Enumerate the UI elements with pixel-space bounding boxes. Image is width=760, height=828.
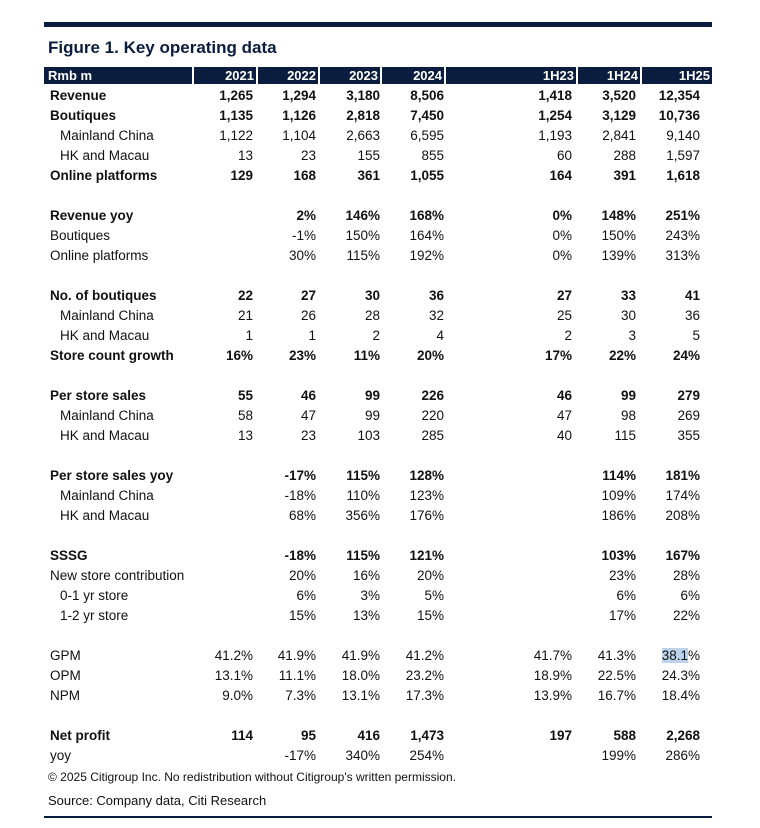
row-value: -17% bbox=[284, 748, 316, 763]
row-value: 17% bbox=[608, 608, 636, 623]
row-value: 11.1% bbox=[278, 668, 316, 683]
table-row bbox=[44, 506, 712, 526]
row-value: 7.3% bbox=[285, 688, 316, 703]
row-value: 121% bbox=[409, 548, 444, 563]
row-value: 60 bbox=[556, 148, 572, 163]
row-value: 20% bbox=[416, 568, 444, 583]
row-value: 226 bbox=[421, 388, 444, 403]
table-row bbox=[44, 246, 712, 266]
table-row bbox=[44, 726, 712, 746]
table-row bbox=[44, 106, 712, 126]
row-value: 391 bbox=[613, 168, 636, 183]
row-label: Net profit bbox=[50, 728, 110, 743]
row-value: 13.1% bbox=[214, 668, 253, 683]
row-value: 46 bbox=[556, 388, 572, 403]
row-value: 13 bbox=[237, 428, 253, 443]
row-value: 13% bbox=[352, 608, 380, 623]
row-value: 20% bbox=[288, 568, 316, 583]
table-row bbox=[44, 486, 712, 506]
row-value: 2 bbox=[372, 328, 380, 343]
row-value: -18% bbox=[284, 488, 316, 503]
row-value: 40 bbox=[556, 428, 572, 443]
row-value: 41.2% bbox=[214, 648, 253, 663]
row-label: Mainland China bbox=[60, 408, 154, 423]
row-value: 18.9% bbox=[533, 668, 572, 683]
row-value: 109% bbox=[601, 488, 636, 503]
row-value: 41.2% bbox=[405, 648, 444, 663]
row-value: 176% bbox=[409, 508, 444, 523]
row-value: 13.1% bbox=[341, 688, 380, 703]
row-value: 58 bbox=[237, 408, 253, 423]
row-value: 356% bbox=[345, 508, 380, 523]
row-value: 22% bbox=[608, 348, 636, 363]
row-value: 855 bbox=[421, 148, 444, 163]
table-row bbox=[44, 586, 712, 606]
row-value: 313% bbox=[665, 248, 700, 263]
table-row bbox=[44, 286, 712, 306]
row-value: 114 bbox=[231, 728, 253, 743]
row-value: 21 bbox=[237, 308, 253, 323]
row-value: 114% bbox=[602, 468, 636, 483]
row-value: 24% bbox=[672, 348, 700, 363]
row-value: 181% bbox=[665, 468, 700, 483]
header-1h25: 1H25 bbox=[640, 67, 712, 84]
row-value: 1,265 bbox=[219, 88, 253, 103]
row-value: 26 bbox=[300, 308, 316, 323]
row-value: 416 bbox=[357, 728, 380, 743]
row-value: 28% bbox=[672, 568, 700, 583]
row-value: 0% bbox=[552, 208, 572, 223]
row-value: 20% bbox=[416, 348, 444, 363]
row-value: 1,597 bbox=[666, 148, 700, 163]
row-value: 186% bbox=[601, 508, 636, 523]
row-value: 123% bbox=[409, 488, 444, 503]
row-label: GPM bbox=[50, 648, 81, 663]
row-value: 6% bbox=[296, 588, 316, 603]
row-value: 11% bbox=[353, 348, 380, 363]
row-value: 28 bbox=[364, 308, 380, 323]
row-label: Store count growth bbox=[50, 348, 174, 363]
row-value: 16.7% bbox=[597, 688, 636, 703]
row-label: Revenue bbox=[50, 88, 107, 103]
row-value: 1 bbox=[245, 328, 253, 343]
row-value: 220 bbox=[421, 408, 444, 423]
row-label: NPM bbox=[50, 688, 80, 703]
row-label: HK and Macau bbox=[60, 148, 150, 163]
row-value: 361 bbox=[357, 168, 380, 183]
row-value: 1,126 bbox=[282, 108, 316, 123]
row-value: 254% bbox=[409, 748, 444, 763]
row-value: 41.9% bbox=[341, 648, 380, 663]
row-label: Revenue yoy bbox=[50, 208, 134, 223]
table-row bbox=[44, 206, 712, 226]
header-2022: 2022 bbox=[256, 67, 318, 84]
header-2021: 2021 bbox=[192, 67, 256, 84]
header-2023: 2023 bbox=[318, 67, 380, 84]
row-value: 340% bbox=[345, 748, 380, 763]
table-row bbox=[44, 126, 712, 146]
row-value: 286% bbox=[665, 748, 700, 763]
row-label: SSSG bbox=[50, 548, 88, 563]
row-label: Mainland China bbox=[60, 488, 154, 503]
table-row bbox=[44, 166, 712, 186]
row-label: HK and Macau bbox=[60, 428, 150, 443]
row-value: 150% bbox=[601, 228, 636, 243]
row-value: 27 bbox=[300, 288, 316, 303]
table-row bbox=[44, 226, 712, 246]
row-value: 168% bbox=[409, 208, 444, 223]
row-value: 115% bbox=[346, 548, 380, 563]
source-note: Source: Company data, Citi Research bbox=[48, 793, 267, 808]
row-value: 1,418 bbox=[538, 88, 572, 103]
row-value: 30% bbox=[288, 248, 316, 263]
row-value: 148% bbox=[601, 208, 636, 223]
row-value: 32 bbox=[428, 308, 444, 323]
row-value: 99 bbox=[620, 388, 636, 403]
table-row bbox=[44, 326, 712, 346]
row-value: 17% bbox=[544, 348, 572, 363]
row-value: 99 bbox=[364, 408, 380, 423]
table-row bbox=[44, 646, 712, 666]
table-row bbox=[44, 346, 712, 366]
row-value: 17.3% bbox=[405, 688, 444, 703]
row-value: 23% bbox=[288, 348, 316, 363]
copyright-note: © 2025 Citigroup Inc. No redistribution without Citigroup's written permission. bbox=[48, 770, 456, 784]
row-value: 164% bbox=[409, 228, 444, 243]
row-value: 41.3% bbox=[597, 648, 636, 663]
row-value: 33 bbox=[620, 288, 636, 303]
row-label: No. of boutiques bbox=[50, 288, 157, 303]
row-value: 5 bbox=[692, 328, 700, 343]
row-value: 269 bbox=[677, 408, 700, 423]
top-rule bbox=[44, 22, 712, 27]
row-value: 9.0% bbox=[222, 688, 253, 703]
row-label: OPM bbox=[50, 668, 81, 683]
row-value: 2,663 bbox=[346, 128, 380, 143]
row-value: 150% bbox=[345, 228, 380, 243]
row-value: 1 bbox=[308, 328, 316, 343]
row-value: 15% bbox=[416, 608, 444, 623]
key-operating-data-figure bbox=[44, 0, 712, 828]
row-value: 110% bbox=[346, 488, 380, 503]
row-value: 355 bbox=[677, 428, 700, 443]
row-value: 168 bbox=[293, 168, 316, 183]
row-label: Online platforms bbox=[50, 168, 158, 183]
row-value: 1,294 bbox=[282, 88, 316, 103]
row-value: 55 bbox=[237, 388, 253, 403]
row-value: 115% bbox=[346, 248, 380, 263]
table-row bbox=[44, 566, 712, 586]
row-label: Mainland China bbox=[60, 128, 154, 143]
header-units: Rmb m bbox=[44, 67, 254, 84]
table-row bbox=[44, 666, 712, 686]
row-value: 0% bbox=[552, 248, 572, 263]
row-value: 2% bbox=[296, 208, 316, 223]
row-value: 13.9% bbox=[533, 688, 572, 703]
row-value: 27 bbox=[556, 288, 572, 303]
row-label: HK and Macau bbox=[60, 508, 150, 523]
row-value: 98 bbox=[620, 408, 636, 423]
row-value: 30 bbox=[620, 308, 636, 323]
row-value: 22 bbox=[237, 288, 253, 303]
row-value: 197 bbox=[549, 728, 572, 743]
table-row bbox=[44, 86, 712, 106]
row-value: 199% bbox=[601, 748, 636, 763]
row-value: 47 bbox=[300, 408, 316, 423]
row-value: 167% bbox=[665, 548, 700, 563]
row-label: New store contribution bbox=[50, 568, 185, 583]
row-value: 16% bbox=[225, 348, 253, 363]
row-value: 23 bbox=[300, 428, 316, 443]
row-label: 0-1 yr store bbox=[60, 588, 129, 603]
row-value: 10,736 bbox=[658, 108, 700, 123]
row-value: 7,450 bbox=[410, 108, 444, 123]
row-label: Per store sales yoy bbox=[50, 468, 174, 483]
row-value: 1,135 bbox=[219, 108, 253, 123]
row-value: 6% bbox=[616, 588, 636, 603]
row-label: 1-2 yr store bbox=[60, 608, 129, 623]
row-value: 41.9% bbox=[277, 648, 316, 663]
table-row bbox=[44, 386, 712, 406]
row-value: 12,354 bbox=[658, 88, 700, 103]
row-value: -1% bbox=[291, 228, 316, 243]
header-1h24: 1H24 bbox=[576, 67, 640, 84]
row-value: 2,841 bbox=[602, 128, 636, 143]
row-value: 146% bbox=[345, 208, 380, 223]
row-value: 18.4% bbox=[661, 688, 700, 703]
highlight-mark: 38.1 bbox=[661, 648, 688, 663]
row-value: 3,180 bbox=[346, 88, 380, 103]
row-value: 36 bbox=[428, 288, 444, 303]
row-value: 2,268 bbox=[666, 728, 700, 743]
row-value: 174% bbox=[665, 488, 700, 503]
row-value: 23.2% bbox=[405, 668, 444, 683]
row-value: 68% bbox=[288, 508, 316, 523]
table-row bbox=[44, 466, 712, 486]
row-value: 8,506 bbox=[410, 88, 444, 103]
row-value: 3% bbox=[360, 588, 380, 603]
row-value: 1,122 bbox=[219, 128, 253, 143]
bottom-rule bbox=[44, 816, 712, 818]
row-value: 103% bbox=[601, 548, 636, 563]
row-value: 30 bbox=[364, 288, 380, 303]
row-value: 95 bbox=[300, 728, 316, 743]
row-value: 285 bbox=[421, 428, 444, 443]
row-value: 36 bbox=[684, 308, 700, 323]
row-value: 2 bbox=[564, 328, 572, 343]
row-value: 47 bbox=[556, 408, 572, 423]
row-value: 23% bbox=[608, 568, 636, 583]
row-label: Boutiques bbox=[50, 108, 116, 123]
header-2024: 2024 bbox=[380, 67, 444, 84]
row-value: 3,129 bbox=[602, 108, 636, 123]
row-label: Mainland China bbox=[60, 308, 154, 323]
row-value: -17% bbox=[284, 468, 316, 483]
row-value: 25 bbox=[556, 308, 572, 323]
row-value: 99 bbox=[364, 388, 380, 403]
row-value: 139% bbox=[601, 248, 636, 263]
row-value: 115 bbox=[614, 428, 636, 443]
row-value: 46 bbox=[300, 388, 316, 403]
highlighted-value: 38.1% bbox=[661, 648, 700, 663]
table-row bbox=[44, 606, 712, 626]
row-label: Boutiques bbox=[50, 228, 111, 243]
row-value: 279 bbox=[677, 388, 700, 403]
row-value: 155 bbox=[357, 148, 380, 163]
figure-title: Figure 1. Key operating data bbox=[48, 38, 277, 57]
table-row bbox=[44, 406, 712, 426]
row-label: yoy bbox=[50, 748, 72, 763]
row-value: 3 bbox=[628, 328, 636, 343]
table-row bbox=[44, 746, 712, 766]
row-value: 15% bbox=[288, 608, 316, 623]
row-value: 1,473 bbox=[410, 728, 444, 743]
row-value: 22.5% bbox=[597, 668, 636, 683]
row-value: 2,818 bbox=[346, 108, 380, 123]
row-value: 1,254 bbox=[538, 108, 572, 123]
row-label: Per store sales bbox=[50, 388, 147, 403]
row-value: 128% bbox=[409, 468, 444, 483]
row-value: 103 bbox=[357, 428, 380, 443]
row-value: 16% bbox=[352, 568, 380, 583]
row-value: 243% bbox=[665, 228, 700, 243]
row-value: 588 bbox=[613, 728, 636, 743]
row-value: 192% bbox=[409, 248, 444, 263]
row-value: 129 bbox=[230, 168, 253, 183]
header-1h23: 1H23 bbox=[444, 67, 576, 84]
row-value: 6% bbox=[680, 588, 700, 603]
row-value: 288 bbox=[613, 148, 636, 163]
row-value: 22% bbox=[672, 608, 700, 623]
row-value: 24.3% bbox=[661, 668, 700, 683]
row-value: 1,618 bbox=[666, 168, 700, 183]
table-row bbox=[44, 426, 712, 446]
row-value: 0% bbox=[552, 228, 572, 243]
table-row bbox=[44, 146, 712, 166]
row-value: 18.0% bbox=[341, 668, 380, 683]
row-value: 9,140 bbox=[666, 128, 700, 143]
row-value: 41.7% bbox=[533, 648, 572, 663]
row-label: Online platforms bbox=[50, 248, 149, 263]
row-value: 1,193 bbox=[538, 128, 572, 143]
row-value: 6,595 bbox=[410, 128, 444, 143]
row-value: 115% bbox=[346, 468, 380, 483]
row-label: HK and Macau bbox=[60, 328, 150, 343]
row-value: 41 bbox=[684, 288, 700, 303]
row-value: 164 bbox=[549, 168, 572, 183]
table-row bbox=[44, 686, 712, 706]
row-value: 23 bbox=[300, 148, 316, 163]
row-value: 5% bbox=[424, 588, 444, 603]
row-value: 1,055 bbox=[410, 168, 444, 183]
row-value: -18% bbox=[284, 548, 316, 563]
row-value: 4 bbox=[436, 328, 444, 343]
table-row bbox=[44, 546, 712, 566]
row-value: 1,104 bbox=[282, 128, 316, 143]
row-value: 251% bbox=[665, 208, 700, 223]
row-value: 13 bbox=[237, 148, 253, 163]
table-row bbox=[44, 306, 712, 326]
row-value: 208% bbox=[665, 508, 700, 523]
row-value: 3,520 bbox=[602, 88, 636, 103]
